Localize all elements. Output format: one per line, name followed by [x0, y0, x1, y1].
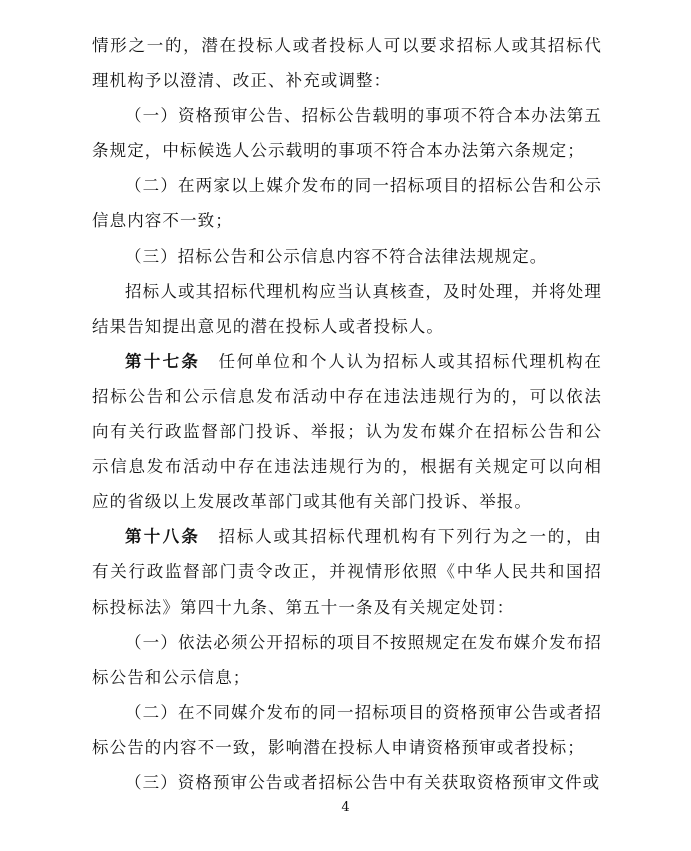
paragraph-text: （三）招标公告和公示信息内容不符合法律法规规定。 [125, 246, 548, 266]
paragraph-text: 招标人或其招标代理机构应当认真核查，及时处理，并将处理结果告知提出意见的潜在投标人或者投标人。 [92, 281, 602, 336]
paragraph-text: （一）依法必须公开招标的项目不按照规定在发布媒介发布招标公告和公示信息； [92, 632, 602, 687]
document-body [92, 28, 602, 800]
paragraph-text: （三）资格预审公告或者招标公告中有关获取资格预审文件或 [125, 772, 601, 792]
article-spacer [200, 527, 218, 546]
paragraph-text: （二）在两家以上媒介发布的同一招标项目的招标公告和公示信息内容不一致； [92, 176, 602, 231]
list-item-3 [92, 239, 602, 274]
paragraph-text: （一）资格预审公告、招标公告载明的事项不符合本办法第五条规定，中标候选人公示载明的事项不符合本办法第六条规定； [92, 106, 602, 161]
page-number: 4 [341, 800, 350, 815]
list-item-2 [92, 695, 602, 765]
list-item-1 [92, 625, 602, 695]
article-18 [92, 519, 602, 624]
paragraph-text: （二）在不同媒介发布的同一招标项目的资格预审公告或者招标公告的内容不一致，影响潜在投标人申请资格预审或者投标； [92, 702, 602, 757]
paragraph-text: 招标人或其招标代理机构有下列行为之一的，由有关行政监督部门责令改正，并视情形依照《中华人民共和国招标投标法》第四十九条、第五十一条及有关规定处罚： [92, 527, 602, 617]
list-item-3 [92, 765, 602, 800]
article-17 [92, 344, 602, 519]
list-item-2 [92, 168, 602, 238]
article-number: 第十七条 [125, 351, 201, 371]
list-item-1 [92, 98, 602, 168]
paragraph-text: 情形之一的，潜在投标人或者投标人可以要求招标人或其招标代理机构予以澄清、改正、补充或调整： [92, 36, 602, 91]
paragraph-continuation [92, 28, 602, 98]
paragraph-text: 任何单位和个人认为招标人或其招标代理机构在招标公告和公示信息发布活动中存在违法违规行为的，可以依法向有关行政监督部门投诉、举报；认为发布媒介在招标公告和公示信息发布活动中存在违法违规行为的，根据有关规定可以向相应的省级以上发展改革部门或其他有关部门投诉、举报。 [92, 351, 602, 512]
article-number: 第十八条 [125, 527, 201, 547]
paragraph [92, 274, 602, 344]
article-spacer [200, 352, 218, 371]
